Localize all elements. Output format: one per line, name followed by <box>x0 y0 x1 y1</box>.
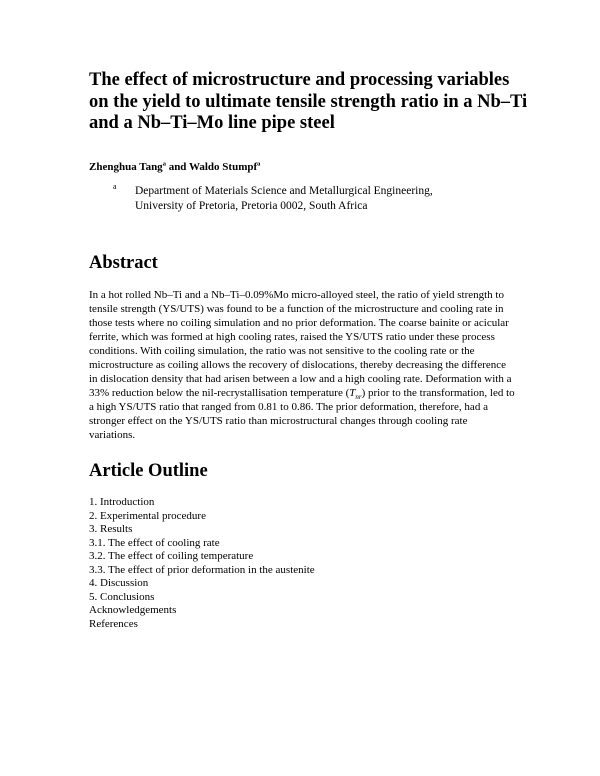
abstract-body <box>89 288 515 442</box>
symbol-subscript: nr <box>355 393 362 402</box>
outline-item[interactable]: References <box>89 617 138 630</box>
author-separator: and <box>165 161 189 173</box>
symbol-main: T <box>349 387 356 399</box>
abstract-text-part2: ) prior to the transformation, led to a high YS/UTS ratio that ranged from 0.81 to 0.86. The prior deformation, therefore, had a stronger effect on the YS/UTS ratio than microstructural changes through cooling rate variations. <box>89 387 515 441</box>
author-affiliation-mark: a <box>257 160 261 168</box>
author-name: Waldo Stumpf <box>188 161 258 173</box>
author-name: Zhenghua Tang <box>89 161 163 173</box>
author-list <box>89 160 260 174</box>
abstract-text-part1: In a hot rolled Nb–Ti and a Nb–Ti–0.09%Mo micro-alloyed steel, the ratio of yield strength to tensile strength (YS/UTS) was found to be a function of the microstructure and cooling rate in those tests where no coiling simulation and no prior deformation. The coarse bainite or acicular ferrite, which was formed at high cooling rates, raised the YS/UTS ratio under these process conditions. With coiling simulation, the ratio was not sensitive to the cooling rate or the microstructure as coiling allows the recovery of dislocations, thereby decreasing the difference in dislocation density that had arisen between a low and a high cooling rate. Deformation with a 33% reduction below the nil-recrystallisation temperature ( <box>89 289 512 399</box>
outline-item[interactable]: 3.2. The effect of coiling temperature <box>89 550 254 562</box>
author-affiliation-mark: a <box>162 160 166 168</box>
outline-item[interactable]: Acknowledgements <box>89 604 177 616</box>
outline-heading: Article Outline <box>89 461 208 481</box>
outline-item[interactable]: 1. Introduction <box>89 496 155 508</box>
affiliation-text: Department of Materials Science and Metallurgical Engineering, University of Pretoria, Pretoria 0002, South Africa <box>135 185 433 212</box>
outline-item[interactable]: 3.3. The effect of prior deformation in the austenite <box>89 563 315 576</box>
symbol-nonrecrystallisation-temperature <box>349 387 362 402</box>
abstract-heading: Abstract <box>89 253 158 273</box>
paper-title: The effect of microstructure and processing variables on the yield to ultimate tensile strength ratio in a Nb–Ti and a Nb–Ti–Mo line pipe steel <box>89 70 528 133</box>
article-outline-list <box>89 496 315 631</box>
outline-item[interactable]: 5. Conclusions <box>89 590 155 603</box>
outline-item[interactable]: 4. Discussion <box>89 577 149 589</box>
outline-item[interactable]: 3. Results <box>89 523 133 535</box>
outline-item[interactable]: 2. Experimental procedure <box>89 509 206 522</box>
outline-item[interactable]: 3.1. The effect of cooling rate <box>89 536 220 549</box>
affiliation-mark: a <box>113 182 117 191</box>
